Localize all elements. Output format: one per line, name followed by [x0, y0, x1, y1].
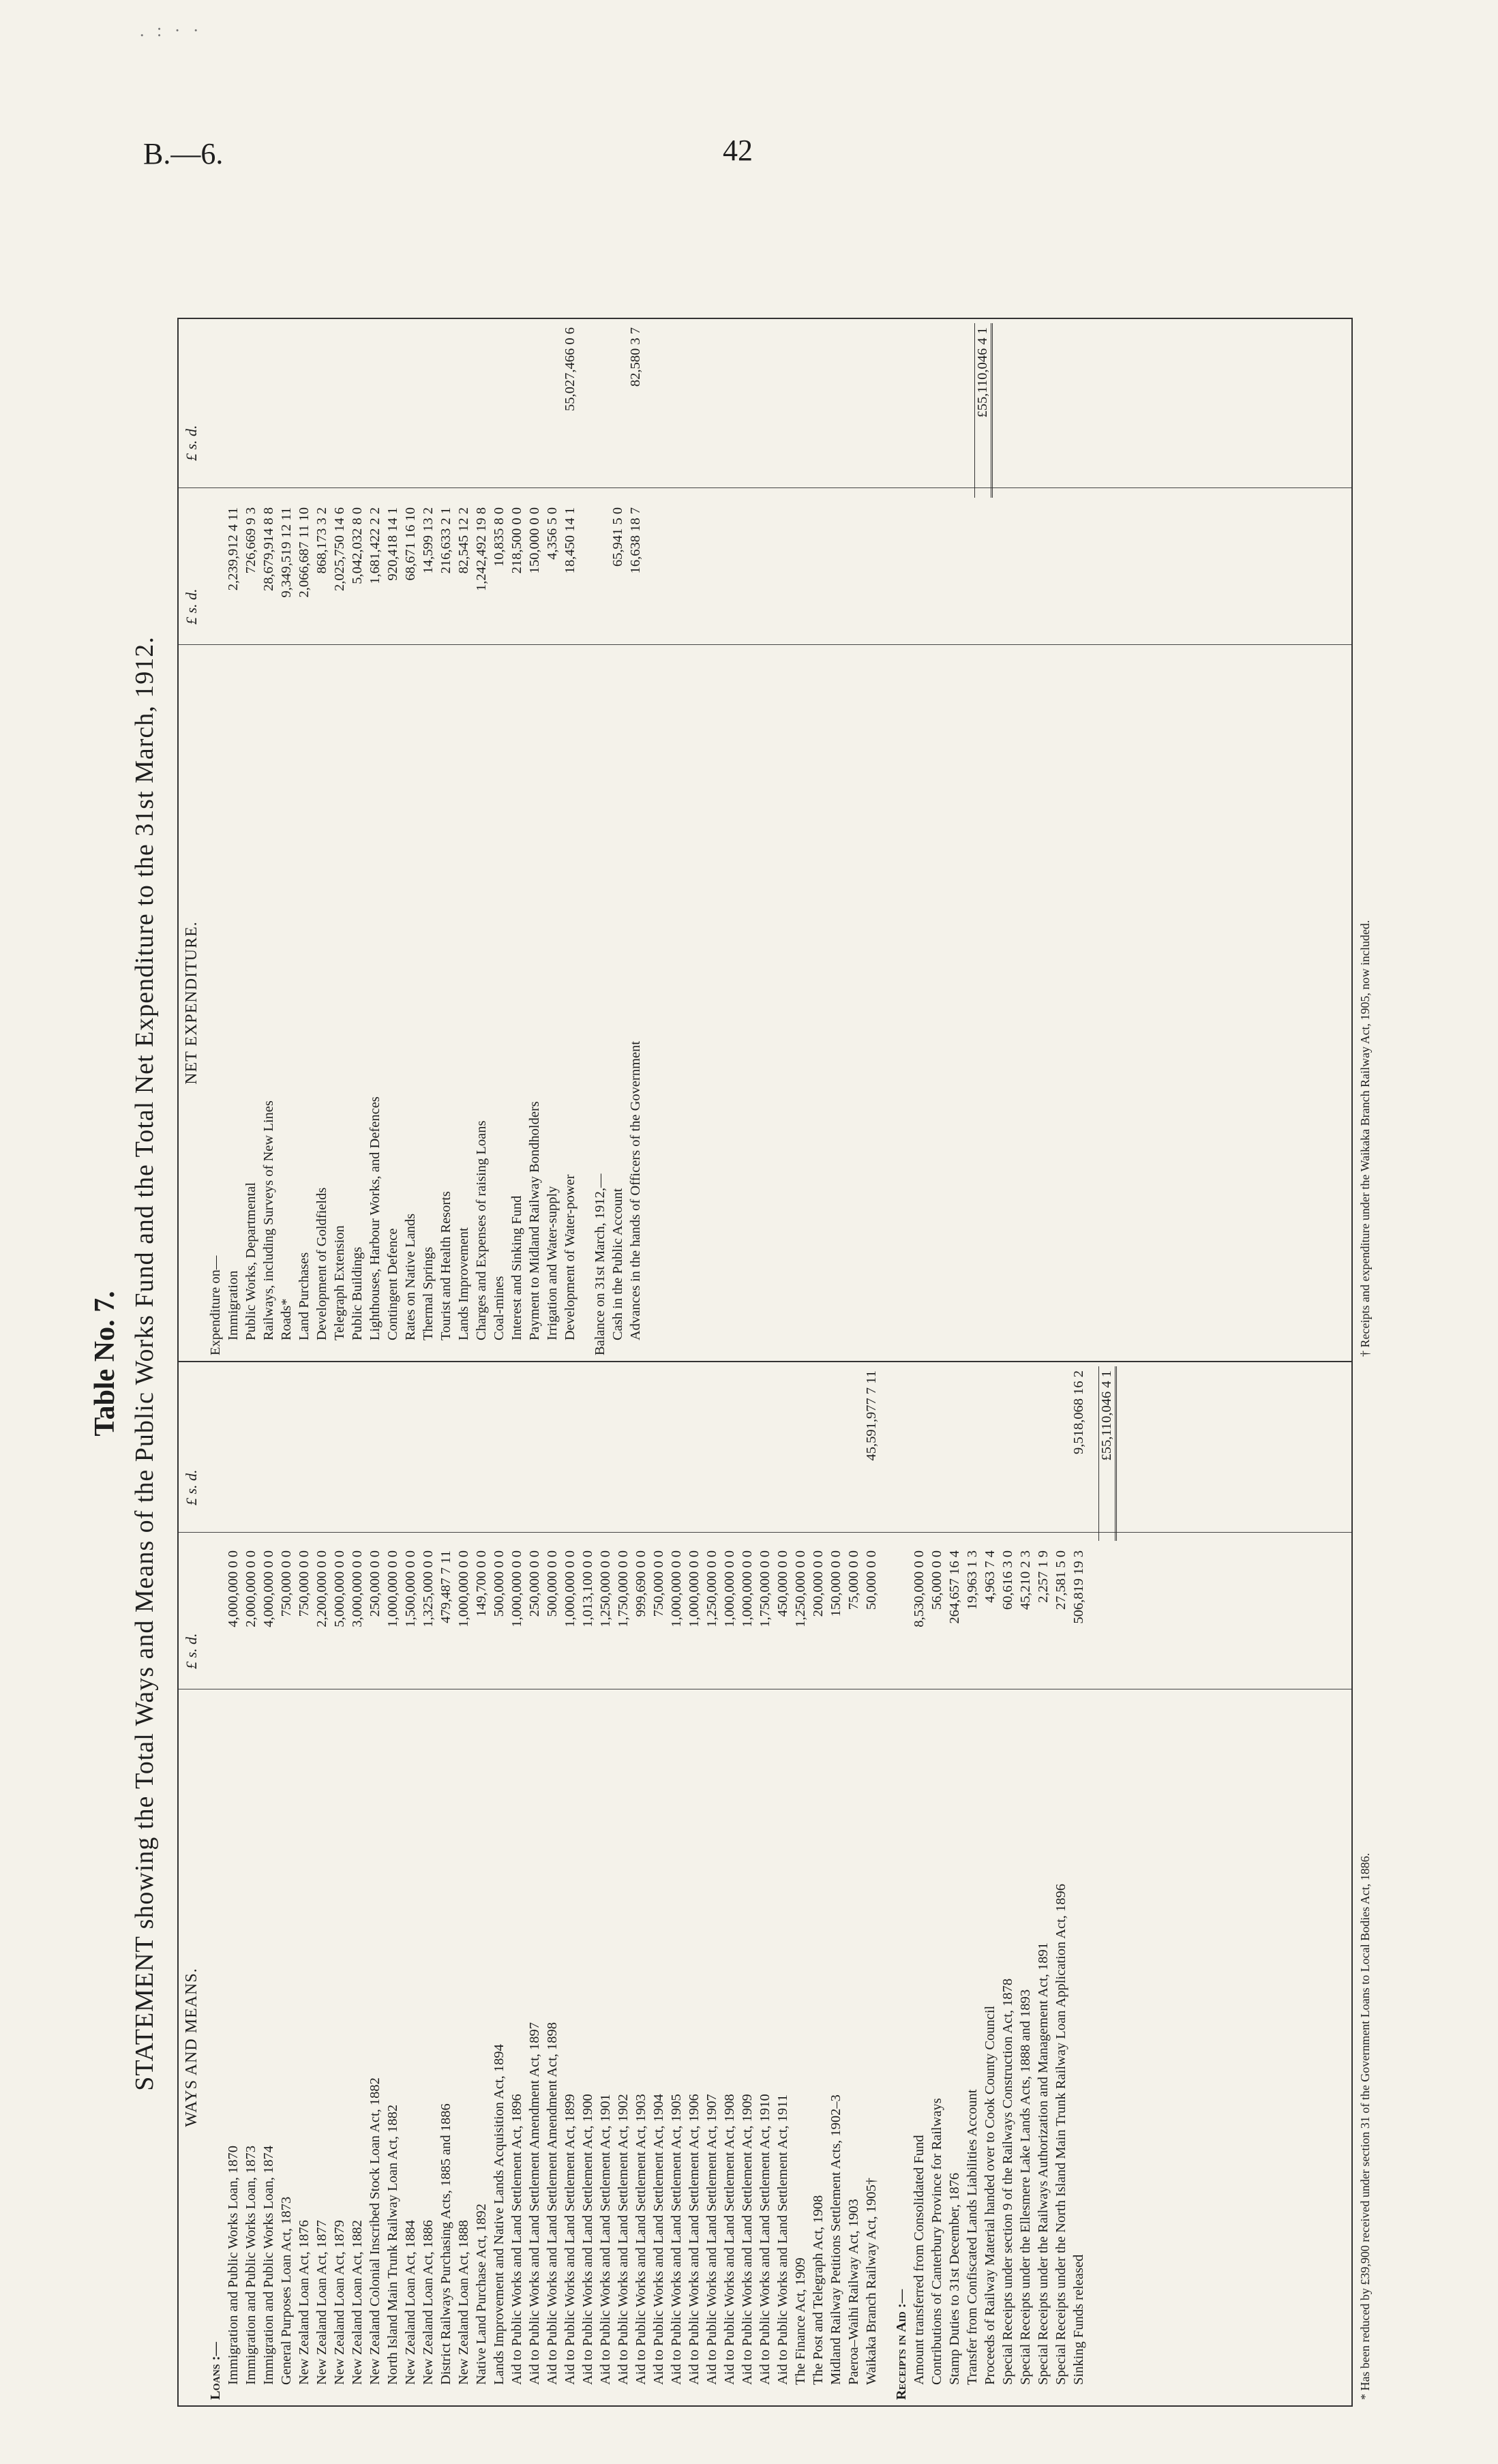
expenditure-row-label: Contingent Defence — [385, 1228, 400, 1340]
receipt-row-amount: 4,963 7 4 — [983, 1550, 998, 1603]
page-reference: B.—6. — [143, 137, 224, 170]
ways-and-means-rows — [206, 1366, 1117, 2400]
expenditure-heading — [206, 323, 224, 1355]
receipt-row-label: Amount transferred from Consolidated Fund — [912, 2135, 927, 2385]
loan-row-amount: 1,000,000 0 0 — [740, 1550, 755, 1627]
receipts-heading-label: Receipts in Aid :— — [894, 2289, 909, 2400]
loan-row-label: Immigration and Public Works Loan, 1874 — [261, 2146, 276, 2385]
loan-row — [472, 1366, 490, 2400]
advances-row-total: 82,580 3 7 — [628, 327, 643, 387]
expenditure-row-amount: 2,239,912 4 11 — [226, 507, 241, 591]
advances-row-amount: 16,638 18 7 — [628, 507, 643, 574]
loan-row-amount: 500,000 0 0 — [492, 1550, 507, 1617]
loan-row-amount: 1,000,000 0 0 — [456, 1550, 471, 1627]
loan-row — [330, 1366, 348, 2400]
loan-row-label: Aid to Public Works and Land Settlement Amendment Act, 1898 — [545, 2022, 560, 2385]
expenditure-row-label: Lighthouses, Harbour Works, and Defences — [368, 1096, 383, 1340]
receipt-row — [1069, 1366, 1087, 2400]
loan-row — [259, 1366, 277, 2400]
loan-row-amount: 3,000,000 0 0 — [350, 1550, 365, 1627]
loan-row-amount: 1,000,000 0 0 — [563, 1550, 578, 1627]
loan-row-amount: 1,000,000 0 0 — [385, 1550, 400, 1627]
loan-row — [631, 1366, 649, 2400]
loan-row-label: Paeroa–Waihi Railway Act, 1903 — [846, 2199, 861, 2385]
expenditure-row-amount: 28,679,914 8 8 — [261, 507, 276, 591]
grand-total-row-total: £55,110,046 4 1 — [974, 323, 993, 498]
loan-row-label: North Island Main Trunk Railway Loan Act, 1882 — [385, 2104, 400, 2385]
loan-row-amount: 450,000 0 0 — [775, 1550, 790, 1617]
expenditure-row-amount: 2,025,750 14 6 — [332, 507, 347, 591]
loan-row — [702, 1366, 720, 2400]
loan-row — [490, 1366, 507, 2400]
expenditure-row — [436, 323, 454, 1355]
expenditure-row-total: 55,027,466 0 6 — [563, 327, 578, 411]
receipt-row-amount: 45,210 2 3 — [1018, 1550, 1033, 1610]
expenditure-row-amount: 2,066,687 11 10 — [297, 507, 312, 598]
expenditure-row-label: Coal-mines — [492, 1276, 507, 1340]
loan-row-amount: 250,000 0 0 — [368, 1550, 383, 1617]
receipt-row-label: Proceeds of Railway Material handed over to Cook County Council — [983, 2005, 998, 2385]
loan-row-amount: 250,000 0 0 — [527, 1550, 542, 1617]
expenditure-row — [507, 323, 525, 1355]
receipt-row — [945, 1366, 963, 2400]
net-expenditure-panel — [179, 319, 1351, 1362]
money-header: £ s. d. — [183, 1469, 200, 1505]
expenditure-row-label: Public Buildings — [350, 1246, 365, 1340]
loan-row — [614, 1366, 631, 2400]
loan-row — [295, 1366, 312, 2400]
loan-row — [809, 1366, 826, 2400]
expenditure-row-label: Development of Goldfields — [314, 1187, 329, 1340]
expenditure-row — [419, 323, 436, 1355]
loan-row-label: Aid to Public Works and Land Settlement Act, 1907 — [704, 2094, 719, 2385]
loan-row-label: Aid to Public Works and Land Settlement Act, 1909 — [740, 2094, 755, 2385]
loan-row-amount: 1,000,000 0 0 — [687, 1550, 702, 1627]
loan-row-amount: 1,250,000 0 0 — [704, 1550, 719, 1627]
loan-row-label: New Zealand Loan Act, 1877 — [314, 2220, 329, 2385]
expenditure-row — [348, 323, 365, 1355]
money-header: £ s. d. — [183, 425, 200, 461]
loan-row — [383, 1366, 401, 2400]
loan-row — [419, 1366, 436, 2400]
expenditure-row — [525, 323, 543, 1355]
loan-row-label: Waikaka Branch Railway Act, 1905† — [864, 2177, 879, 2385]
net-expenditure-rows — [206, 323, 993, 1355]
loan-row-label: New Zealand Loan Act, 1882 — [350, 2220, 365, 2385]
expenditure-row-label: Irrigation and Water-supply — [545, 1186, 560, 1340]
money-header: £ s. d. — [183, 1633, 200, 1669]
balance-heading-label: Balance on 31st March, 1912,— — [593, 1173, 608, 1355]
receipt-row — [1034, 1366, 1051, 2400]
loan-row — [560, 1366, 578, 2400]
expenditure-row-label: Immigration — [226, 1270, 241, 1340]
receipt-row — [980, 1366, 998, 2400]
expenditure-row-amount: 68,671 16 10 — [403, 507, 418, 581]
footnote-dagger: † Receipts and expenditure under the Waikaka Branch Railway Act, 1905, now included. — [1358, 920, 1372, 1357]
loan-row-amount: 750,000 0 0 — [651, 1550, 666, 1617]
expenditure-row — [543, 323, 560, 1355]
expenditure-row-label: Charges and Expenses of raising Loans — [474, 1120, 489, 1340]
loan-row-amount: 200,000 0 0 — [811, 1550, 826, 1617]
loan-row-amount: 750,000 0 0 — [297, 1550, 312, 1617]
loan-row — [720, 1366, 738, 2400]
page-number: 42 — [723, 134, 753, 167]
receipt-row-label: Stamp Duties to 31st December, 1876 — [947, 2172, 962, 2385]
loan-row-amount: 4,000,000 0 0 — [261, 1550, 276, 1627]
loan-row-amount: 4,000,000 0 0 — [226, 1550, 241, 1627]
rotated-table-sheet — [82, 273, 1418, 2454]
expenditure-row — [365, 323, 383, 1355]
loan-row-amount: 1,500,000 0 0 — [403, 1550, 418, 1627]
expenditure-row-amount: 218,500 0 0 — [509, 507, 524, 574]
expenditure-row-label: Interest and Sinking Fund — [509, 1195, 524, 1340]
receipt-row-label: Special Receipts under the Ellesmere Lake Lands Acts, 1888 and 1893 — [1018, 1989, 1033, 2385]
loan-row-total: 45,591,977 7 11 — [864, 1370, 879, 1461]
expenditure-row — [277, 323, 295, 1355]
loan-row — [685, 1366, 702, 2400]
loan-row — [436, 1366, 454, 2400]
expenditure-row-amount: 150,000 0 0 — [527, 507, 542, 574]
loan-row-amount: 999,690 0 0 — [633, 1550, 648, 1617]
loan-row-amount: 1,750,000 0 0 — [616, 1550, 631, 1627]
loan-row-label: Midland Railway Petitions Settlement Acts, 1902–3 — [828, 2094, 843, 2385]
loan-row-amount: 149,700 0 0 — [474, 1550, 489, 1617]
ways-and-means-heading: WAYS AND MEANS. — [183, 1968, 200, 2127]
receipt-row-amount: 56,000 0 0 — [929, 1550, 944, 1610]
loan-row-label: The Post and Telegraph Act, 1908 — [811, 2195, 826, 2385]
loan-row-label: Aid to Public Works and Land Settlement Act, 1901 — [598, 2094, 613, 2385]
receipt-row-amount: 506,819 19 3 — [1071, 1550, 1086, 1624]
expenditure-row-amount: 5,042,032 8 0 — [350, 507, 365, 584]
loan-row — [507, 1366, 525, 2400]
loan-row — [454, 1366, 472, 2400]
loan-row-label: Aid to Public Works and Land Settlement Act, 1900 — [580, 2094, 595, 2385]
loan-row-label: New Zealand Loan Act, 1884 — [403, 2220, 418, 2385]
loan-row — [348, 1366, 365, 2400]
loan-row — [826, 1366, 844, 2400]
expenditure-row-amount: 216,633 2 1 — [438, 507, 453, 574]
loan-row-amount: 1,325,000 0 0 — [421, 1550, 436, 1627]
loan-row-amount: 479,487 7 11 — [438, 1550, 453, 1623]
loan-row-amount: 1,750,000 0 0 — [758, 1550, 773, 1627]
loan-row-amount: 1,013,100 0 0 — [580, 1550, 595, 1627]
loan-row-label: New Zealand Loan Act, 1888 — [456, 2220, 471, 2385]
loan-row-label: District Railways Purchasing Acts, 1885 and 1886 — [438, 2103, 453, 2385]
loan-row — [667, 1366, 685, 2400]
loan-row-label: Immigration and Public Works Loan, 1870 — [226, 2146, 241, 2385]
loan-row — [596, 1366, 614, 2400]
receipt-row — [927, 1366, 945, 2400]
expenditure-row-label: Public Works, Departmental — [243, 1182, 258, 1340]
loan-row-label: Aid to Public Works and Land Settlement Act, 1910 — [758, 2094, 773, 2385]
loan-row — [543, 1366, 560, 2400]
receipt-row-label: Sinking Funds released — [1071, 2254, 1086, 2385]
loan-row — [773, 1366, 791, 2400]
loan-row-label: Aid to Public Works and Land Settlement Act, 1911 — [775, 2094, 790, 2385]
cash-row — [608, 323, 626, 1355]
loan-row-label: Aid to Public Works and Land Settlement Act, 1906 — [687, 2094, 702, 2385]
expenditure-row-amount: 1,242,492 19 8 — [474, 507, 489, 591]
expenditure-row-amount: 920,418 14 1 — [385, 507, 400, 581]
loan-row — [791, 1366, 809, 2400]
loan-row-amount: 500,000 0 0 — [545, 1550, 560, 1617]
loan-row-amount: 1,250,000 0 0 — [793, 1550, 808, 1627]
grand-total-row-total: £55,110,046 4 1 — [1098, 1366, 1117, 1541]
expenditure-row-amount: 9,349,519 12 11 — [279, 507, 294, 598]
expenditure-row — [490, 323, 507, 1355]
loan-row-label: General Purposes Loan Act, 1873 — [279, 2196, 294, 2385]
loan-row-label: Aid to Public Works and Land Settlement Act, 1903 — [633, 2094, 648, 2385]
loan-row-amount: 2,200,000 0 0 — [314, 1550, 329, 1627]
statement-table — [177, 318, 1353, 2407]
receipt-row-amount: 19,963 1 3 — [965, 1550, 980, 1610]
expenditure-row — [454, 323, 472, 1355]
loans-heading — [206, 1366, 224, 2400]
loan-row — [649, 1366, 667, 2400]
receipt-row-label: Special Receipts under section 9 of the Railways Construction Act, 1878 — [1000, 1978, 1015, 2385]
expenditure-row-amount: 14,599 13 2 — [421, 507, 436, 574]
expenditure-row-label: Land Purchases — [297, 1252, 312, 1340]
loan-row-label: The Finance Act, 1909 — [793, 2257, 808, 2385]
expenditure-heading-label: Expenditure on— — [208, 1255, 223, 1355]
grand-total-row — [975, 323, 993, 1355]
receipt-row — [1051, 1366, 1069, 2400]
advances-row-label: Advances in the hands of Officers of the Government — [628, 1040, 643, 1340]
loan-row-amount: 50,000 0 0 — [864, 1550, 879, 1610]
loan-row-amount: 150,000 0 0 — [828, 1550, 843, 1617]
expenditure-row-label: Tourist and Health Resorts — [438, 1191, 453, 1340]
receipt-row-label: Special Receipts under the Railways Authorization and Management Act, 1891 — [1036, 1942, 1051, 2385]
loan-row — [844, 1366, 862, 2400]
expenditure-row — [259, 323, 277, 1355]
receipt-row — [963, 1366, 980, 2400]
page-specks: . : · · — [140, 20, 203, 40]
loan-row — [578, 1366, 596, 2400]
expenditure-row — [312, 323, 330, 1355]
loan-row-label: Aid to Public Works and Land Settlement Act, 1905 — [669, 2094, 684, 2385]
loan-row-label: Native Land Purchase Act, 1892 — [474, 2204, 489, 2385]
receipts-heading — [892, 1366, 910, 2400]
advances-row — [626, 323, 644, 1355]
expenditure-row-label: Telegraph Extension — [332, 1225, 347, 1340]
footnote-star: * Has been reduced by £39,900 received under section 31 of the Government Loans to Local Bodies Act, 1886. — [1358, 1852, 1372, 2400]
expenditure-row — [560, 323, 578, 1355]
receipt-row-total: 9,518,068 16 2 — [1071, 1370, 1086, 1454]
expenditure-row-label: Rates on Native Lands — [403, 1213, 418, 1340]
receipt-row-label: Special Receipts under the North Island Main Trunk Railway Loan Application Act, 1896 — [1053, 1883, 1068, 2385]
loan-row — [277, 1366, 295, 2400]
loan-row-amount: 1,000,000 0 0 — [669, 1550, 684, 1627]
loan-row-label: Aid to Public Works and Land Settlement Act, 1904 — [651, 2094, 666, 2385]
expenditure-row-label: Lands Improvement — [456, 1227, 471, 1340]
loan-row-label: New Zealand Loan Act, 1876 — [297, 2220, 312, 2385]
net-expenditure-heading: NET EXPENDITURE. — [183, 921, 200, 1085]
loan-row-label: Aid to Public Works and Land Settlement Act, 1902 — [616, 2094, 631, 2385]
loan-row — [862, 1366, 880, 2400]
expenditure-row-amount: 868,173 3 2 — [314, 507, 329, 574]
receipt-row-amount: 8,530,000 0 0 — [912, 1550, 927, 1627]
loan-row — [525, 1366, 543, 2400]
receipt-row — [910, 1366, 927, 2400]
statement-heading: STATEMENT showing the Total Ways and Means of the Public Works Fund and the Total Net Expenditure to the 31st March, 1912. — [130, 636, 159, 2091]
loan-row — [312, 1366, 330, 2400]
expenditure-row — [295, 323, 312, 1355]
loan-row-label: Aid to Public Works and Land Settlement Amendment Act, 1897 — [527, 2022, 542, 2385]
expenditure-row — [241, 323, 259, 1355]
expenditure-row-amount: 4,356 5 0 — [545, 507, 560, 560]
expenditure-row — [472, 323, 490, 1355]
loan-row — [401, 1366, 419, 2400]
loan-row-label: Aid to Public Works and Land Settlement Act, 1896 — [509, 2094, 524, 2385]
loan-row-label: New Zealand Loan Act, 1879 — [332, 2220, 347, 2385]
receipt-row-amount: 27,581 5 0 — [1053, 1550, 1068, 1610]
loan-row — [241, 1366, 259, 2400]
loan-row-amount: 750,000 0 0 — [279, 1550, 294, 1617]
ways-and-means-panel — [179, 1362, 1351, 2405]
receipt-row-label: Transfer from Confiscated Lands Liabilities Account — [965, 2089, 980, 2385]
loan-row — [224, 1366, 241, 2400]
expenditure-row-amount: 1,681,422 2 2 — [368, 507, 383, 584]
expenditure-row-amount: 10,835 8 0 — [492, 507, 507, 567]
loan-row-label: Aid to Public Works and Land Settlement Act, 1908 — [722, 2094, 737, 2385]
money-header: £ s. d. — [183, 588, 200, 625]
expenditure-row-label: Development of Water-power — [563, 1174, 578, 1340]
loan-row-label: New Zealand Colonial Inscribed Stock Loan Act, 1882 — [368, 2077, 383, 2385]
receipt-row — [998, 1366, 1016, 2400]
loan-row — [755, 1366, 773, 2400]
expenditure-row — [330, 323, 348, 1355]
loan-row-amount: 1,250,000 0 0 — [598, 1550, 613, 1627]
expenditure-row-label: Payment to Midland Railway Bondholders — [527, 1101, 542, 1340]
loan-row-amount: 75,000 0 0 — [846, 1550, 861, 1610]
loan-row-amount: 5,000,000 0 0 — [332, 1550, 347, 1627]
expenditure-row-label: Thermal Springs — [421, 1246, 436, 1340]
loan-row — [365, 1366, 383, 2400]
loan-row-label: New Zealand Loan Act, 1886 — [421, 2220, 436, 2385]
loans-heading-label: Loans :— — [208, 2341, 223, 2400]
receipt-row-label: Contributions of Canterbury Province for Railways — [929, 2098, 944, 2385]
loan-row-label: Aid to Public Works and Land Settlement Act, 1899 — [563, 2094, 578, 2385]
receipt-row-amount: 2,257 1 9 — [1036, 1550, 1051, 1603]
expenditure-row-label: Railways, including Surveys of New Lines — [261, 1100, 276, 1340]
expenditure-row — [401, 323, 419, 1355]
receipt-row — [1016, 1366, 1034, 2400]
expenditure-row-amount: 82,545 12 2 — [456, 507, 471, 574]
receipt-row-amount: 264,657 16 4 — [947, 1550, 962, 1624]
receipt-row-amount: 60,616 3 0 — [1000, 1550, 1015, 1610]
expenditure-row-amount: 726,669 9 3 — [243, 507, 258, 574]
expenditure-row — [383, 323, 401, 1355]
cash-row-label: Cash in the Public Account — [610, 1188, 625, 1340]
cash-row-amount: 65,941 5 0 — [610, 507, 625, 567]
loan-row-amount: 1,000,000 0 0 — [722, 1550, 737, 1627]
table-title: Table No. 7. — [89, 1291, 121, 1437]
loan-row — [738, 1366, 755, 2400]
expenditure-row — [224, 323, 241, 1355]
loan-row-amount: 1,000,000 0 0 — [509, 1550, 524, 1627]
loan-row-label: Immigration and Public Works Loan, 1873 — [243, 2146, 258, 2385]
grand-total-row — [1099, 1366, 1117, 2400]
loan-row-label: Lands Improvement and Native Lands Acquisition Act, 1894 — [492, 2044, 507, 2385]
expenditure-row-label: Roads* — [279, 1298, 294, 1340]
expenditure-row-amount: 18,450 14 1 — [563, 507, 578, 574]
loan-row-amount: 2,000,000 0 0 — [243, 1550, 258, 1627]
balance-heading — [590, 323, 608, 1355]
